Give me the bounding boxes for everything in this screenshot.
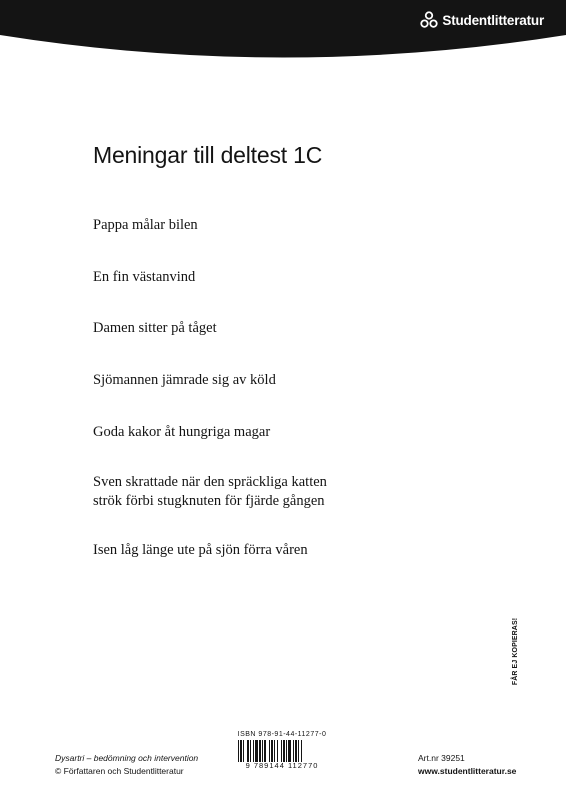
barcode-icon (236, 740, 328, 762)
sentence-line: En fin västanvind (93, 269, 196, 285)
sentence-line: Isen låg länge ute på sjön förra våren (93, 542, 308, 558)
sentence-line: Sjömannen jämrade sig av köld (93, 372, 276, 388)
sentence-line: Sven skrattade när den spräckliga katten (93, 474, 327, 490)
sentence-5 (93, 423, 270, 442)
sentence-line: Pappa målar bilen (93, 217, 198, 233)
sentence-line: Damen sitter på tåget (93, 320, 217, 336)
sentence-line: Goda kakor åt hungriga magar (93, 424, 271, 440)
sentence-2 (93, 268, 195, 287)
page-title: Meningar till deltest 1C (93, 142, 323, 168)
brand (420, 11, 544, 29)
barcode-block (236, 731, 328, 770)
isbn-text: ISBN 978-91-44-11277-0 (237, 731, 327, 738)
header-curve (0, 0, 566, 62)
article-number: Art.nr 39251 (418, 753, 465, 763)
copyright: © Författaren och Studentlitteratur (55, 766, 184, 776)
sentence-line: strök förbi stugknuten för fjärde gången (93, 493, 325, 509)
sentence-3 (93, 319, 217, 338)
copy-notice (509, 617, 523, 685)
barcode-digits: 9 789144 112770 (245, 761, 319, 770)
studentlitteratur-logo-icon (420, 11, 438, 29)
book-title: Dysartri – bedömning och intervention (55, 753, 199, 763)
sentence-6 (93, 473, 327, 511)
website-link[interactable]: www.studentlitteratur.se (418, 766, 517, 776)
sentence-1 (93, 216, 198, 235)
footer-right (418, 752, 516, 778)
sentence-4 (93, 371, 276, 390)
copy-notice-text: FÅR EJ KOPIERAS! (512, 617, 520, 685)
sentence-7 (93, 541, 308, 560)
footer-left (55, 752, 198, 778)
brand-name: Studentlitteratur (442, 12, 544, 28)
